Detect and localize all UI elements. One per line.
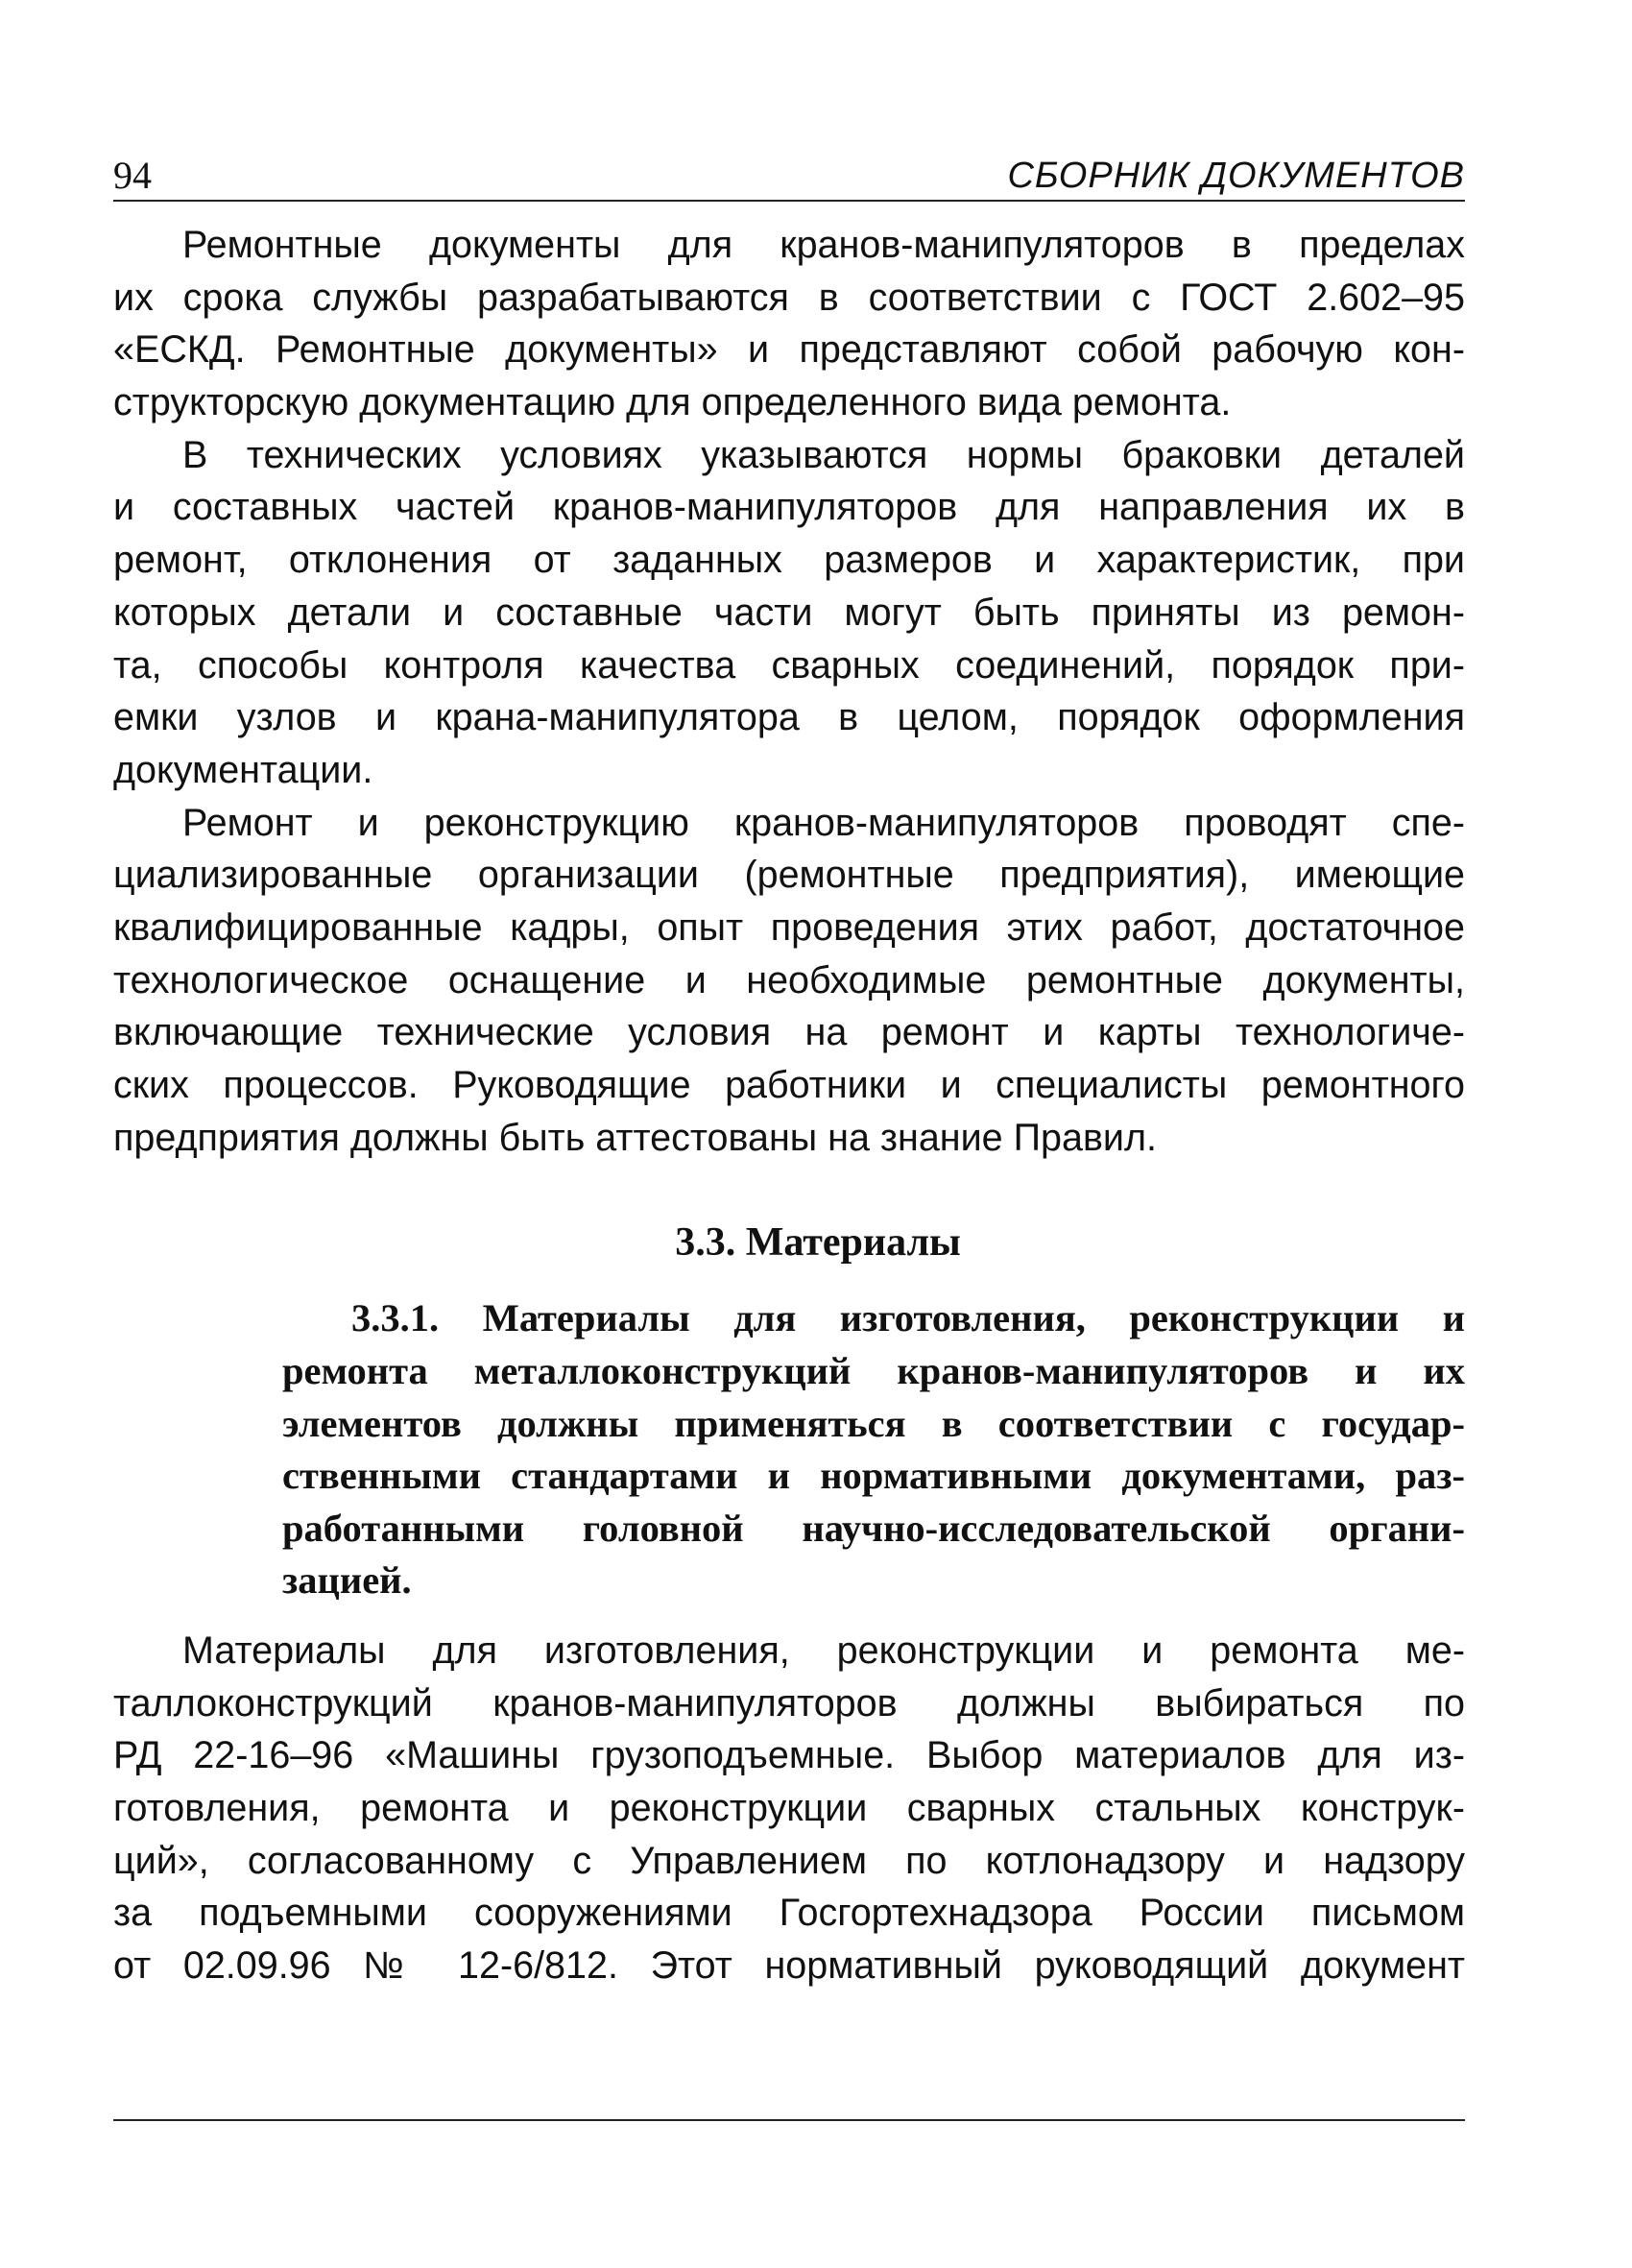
clause-line: работанными головной научно-исследовательской органи- [282, 1506, 1465, 1550]
text-line: их срока службы разрабатываются в соответствии с ГОСТ 2.602–95 [113, 276, 1465, 319]
paragraph-technical-conditions [113, 429, 1465, 797]
paragraph-repair-documents [113, 219, 1465, 429]
text-line: РД 22-16–96 «Машины грузоподъемные. Выбор материалов для из- [113, 1734, 1465, 1777]
text-line: предприятия должны быть аттестованы на знание Правил. [113, 1116, 1158, 1159]
text-line: В технических условиях указываются нормы браковки деталей [182, 433, 1465, 476]
footer-rule [113, 2119, 1465, 2121]
clause-line: ственными стандартами и нормативными документами, раз- [282, 1454, 1465, 1498]
page-content [113, 219, 1465, 1992]
text-line: Ремонт и реконструкцию кранов-манипуляторов проводят спе- [182, 801, 1465, 844]
text-line: ских процессов. Руководящие работники и специалисты ремонтного [113, 1064, 1465, 1106]
text-line: ремонт, отклонения от заданных размеров и характеристик, при [113, 539, 1465, 582]
text-line: которых детали и составные части могут быть приняты из ремон- [113, 591, 1465, 634]
text-line: и составных частей кранов-манипуляторов для направления их в [113, 486, 1465, 529]
running-title: СБОРНИК ДОКУМЕНТОВ [1007, 156, 1465, 196]
clause-line: ремонта металлоконструкций кранов-манипуляторов и их [282, 1348, 1465, 1392]
page-number: 94 [113, 154, 152, 197]
text-line: от 02.09.96 № 12-6/812. Этот нормативный руководящий документ [113, 1944, 1465, 1988]
text-line: структорскую документацию для определенного вида ремонта. [113, 381, 1232, 424]
text-line: та, способы контроля качества сварных соединений, порядок при- [113, 643, 1465, 687]
clause-line: 3.3.1. Материалы для изготовления, реконструкции и [351, 1296, 1465, 1340]
text-line: емки узлов и крана-манипулятора в целом, порядок оформления [113, 696, 1465, 739]
paragraph-repair-organizations [113, 797, 1465, 1165]
text-line: «ЕСКД. Ремонтные документы» и представляют собой рабочую кон- [113, 328, 1465, 372]
text-line: готовления, ремонта и реконструкции сварных стальных конструк- [113, 1787, 1465, 1829]
text-line: за подъемными сооружениями Госгортехнадзора России письмом [113, 1892, 1465, 1935]
text-line: Ремонтные документы для кранов-манипуляторов в пределах [182, 224, 1465, 266]
paragraph-materials-selection [113, 1625, 1465, 1992]
text-line: Материалы для изготовления, реконструкции и ремонта ме- [182, 1629, 1465, 1672]
clause-3-3-1 [282, 1292, 1465, 1607]
page-header [113, 144, 1465, 202]
section-heading: 3.3. Материалы [675, 1220, 961, 1266]
text-line: циализированные организации (ремонтные предприятия), имеющие [113, 854, 1465, 897]
clause-line: элементов должны применяться в соответствии с государ- [282, 1401, 1465, 1445]
text-line: включающие технические условия на ремонт и карты технологиче- [113, 1011, 1465, 1054]
text-line: квалифицированные кадры, опыт проведения этих работ, достаточное [113, 905, 1465, 949]
text-line: документации. [113, 748, 373, 791]
text-line: ций», согласованному с Управлением по котлонадзору и надзору [113, 1839, 1465, 1882]
clause-line: зацией. [282, 1558, 412, 1603]
text-line: технологическое оснащение и необходимые ремонтные документы, [113, 958, 1465, 1001]
text-line: таллоконструкций кранов-манипуляторов должны выбираться по [113, 1681, 1465, 1725]
